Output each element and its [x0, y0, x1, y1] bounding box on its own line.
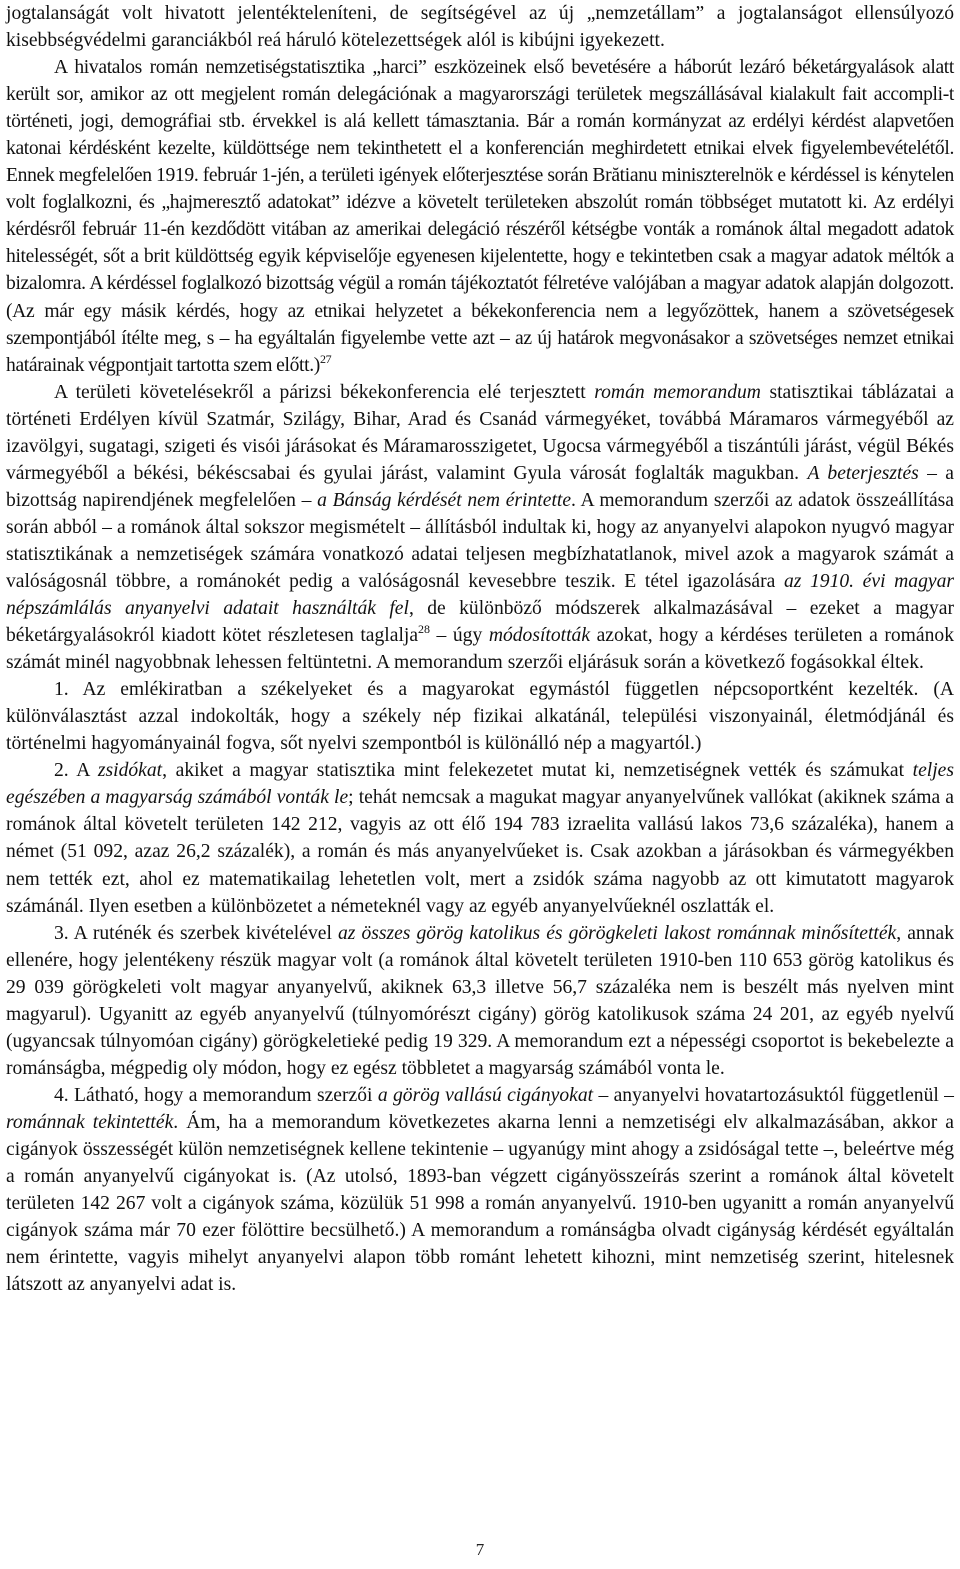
- italic-text: a görög vallású cigányokat: [377, 1084, 594, 1106]
- paragraph-text: , akiket a magyar statisztika mint felekezetet mutat ki, nemzetiségnek vették és számukat: [162, 760, 913, 782]
- italic-text: románnak tekintették: [6, 1111, 174, 1133]
- paragraph-text: – a bizottság napirendjének megfelelően –: [6, 462, 954, 511]
- paragraph-text: 3. A ruténék és szerbek kivételével: [54, 922, 338, 944]
- paragraph-text: A hivatalos román nemzetiségstatisztika „harci” eszközeinek első bevetésére a háborút lezáró béketárgyalások alatt került sor, amikor az ott megjelent román delegációnak a magyarországi területek megszállásával kialakult fait accompli-t történeti, jogi, demográfiai stb. érvekkel is alá kellett támasztania.: [6, 57, 954, 133]
- paragraph-text: ; tehát nemcsak a magukat magyar anyanyelvűnek vallókat (akiknek száma a románok által követelt területen 142 212, vagyis az ott élő 194 783 izraelita vallású lakos 73,6 százaléka), hanem a német (51 092, azaz 26,2 százalék), a román és más anyanyelvűeket is. Csak azokban a járásokban és vármegyékben nem tették ezt, ahol ez matematikailag lehetetlen volt, mert a zsidók száma nagyobb az ott kimutatott magyarok számánál. Ilyen esetben a különbözetet a németeknél vagy az egyéb anyanyelvűeknél oszlatták el.: [6, 787, 954, 917]
- paragraph: [6, 920, 954, 1082]
- italic-text: teljes egészében a magyarság számából vonták le: [6, 760, 955, 809]
- paragraph-text: – anyanyelvi hovatartozásuktól függetlenül –: [593, 1084, 954, 1106]
- italic-text: román memorandum: [594, 381, 761, 403]
- italic-text: A beterjesztés: [807, 462, 919, 484]
- page-number: 7: [475, 1540, 485, 1559]
- paragraph-text: 2. A: [54, 760, 98, 782]
- italic-text: a Bánság kérdését nem érintette: [317, 489, 572, 511]
- italic-text: az 1910. évi magyar népszámlálás anyanyelvi adatait használták fel: [6, 570, 954, 620]
- italic-text: módosították: [488, 625, 591, 647]
- paragraph-text: Bár a román kormányzat az erdélyi kérdést alapvetően katonai kérdésként kezelte, küldöttsége nem tekinthetett el a konferencián meghirdetett etnikai elvek figyelembevételétől. Ennek megfelelően 1919. február 1-jén, a területi igények előterjesztése során Brătianu miniszterelnök e kérdéssel is kénytelen volt foglalkozni, és „hajmeresztő adatokat” idézve a követelt területeken abszolút román többséget mutatott ki. Az erdélyi kérdésről február 11-én kezdődött vitában az amerikai delegáció részéről kétségbe vonták a románok által megadott adatok hitelességét, sőt a brit küldöttség egyik képviselője egyenesen kijelentette, hogy e tekintetben csak a magyar adatok méltók a bizalomra. A kérdéssel foglalkozó bizottság végül a román tájékoztatót félretéve valójában a magyar adatok alapján dolgozott. (Az már egy másik kérdés, hogy az etnikai helyzetet a békekonferencia nem a legyőzöttek, hanem a szövetségesek szempontjából ítélte meg, s – ha egyáltalán figyelembe vette azt – az új határok megvonásakor a szövetséges nemzet etnikai határainak végpontjait tartotta szem előtt.): [6, 111, 954, 376]
- paragraph: [6, 676, 954, 757]
- footnote-reference: 27: [319, 351, 332, 366]
- paragraph-text: . Ám, ha a memorandum következetes akarna lenni a nemzetiségi elv alkalmazásában, akkor a cigányok összességét külön nemzetiségnek kellene tekintenie – ugyanúgy mint ahogy a zsidóságal tette –, beleértve még a román anyanyelvű cigányokat is. (Az utolsó, 1893-ban végzett cigányösszeírás szerint a románok által követelt területen 142 267 volt a cigányok száma, közülük 51 998 a román anyanyelvű. 1910-ben ugyanitt a román anyanyelvű cigányok száma már 70 ezer fölöttire becsülhető.) A memorandum a románságba olvadt cigányság kérdését egyáltalán nem érintette, vagyis mihelyt anyanyelvi alapon több románt lehetett kihozni, mint nemzetiség szerint, hitelesnek látszott az anyanyelvi adat is.: [6, 1111, 954, 1296]
- paragraph-text: azokat, hogy a kérdéses területen a románok számát minél nagyobbnak lehessen feltüntetni. A memorandum szerzői eljárásuk során a következő fogásokkal éltek.: [6, 625, 954, 674]
- paragraph-text: , de különböző módszerek alkalmazásával – ezeket a magyar béketárgyalásokról kiadott kötet részletesen taglalja: [6, 598, 954, 647]
- paragraph-text: 1. Az emlékiratban a székelyeket és a magyarokat egymástól független népcsoportként kezelték. (A különválasztást azzal indokolták, hogy a székely nép fizikai alkatánál, települési viszonyainál, életmódjánál és történelmi hagyományainál fogva, sőt nyelvi szempontból is különálló nép a magyartól.): [6, 679, 954, 755]
- paragraph: [6, 1082, 954, 1298]
- italic-text: az összes görög katolikus és görögkeleti lakost románnak minősítették: [337, 922, 897, 944]
- paragraph-text: 4. Látható, hogy a memorandum szerzői: [54, 1084, 378, 1106]
- paragraph-text: – úgy: [430, 625, 489, 647]
- paragraph-text: statisztikai táblázatai a történeti Erdélyen kívül Szatmár, Szilágy, Bihar, Arad és Csanád vármegyéket, továbbá Máramaros vármegyéből az izavölgyi, sugatagi, szigeti és visói járásokat és Máramarosszigetet, Ugocsa vármegyéből a tiszántúli járást, végül Békés vármegyéből a békési, békéscsabai és gyulai járást, valamint Gyula városát foglalták magukban.: [6, 381, 955, 484]
- italic-text: zsidókat: [97, 760, 163, 782]
- paragraph: [6, 0, 954, 54]
- document-page: [6, 0, 954, 1298]
- footnote-reference: 28: [418, 622, 431, 637]
- paragraph-text: . A memorandum szerzői az adatok összeállítása során abból – a románok által sokszor megismételt – állításból indultak ki, hogy az anyanyelvi alapokon nyugvó magyar statisztikának a nemzetiségek számára vonatkozó adatai teljesen megbízhatatlanok, mivel azok a magyarok számát a valóságosnál többre, a románokét pedig a valóságosnál kevesebbre teszik. E tétel igazolására: [6, 489, 954, 592]
- paragraph-text: A területi követelésekről a párizsi békekonferencia elé terjesztett: [54, 381, 595, 403]
- paragraph: [6, 54, 954, 379]
- paragraph-text: jogtalanságát volt hivatott jelentékteleníteni, de segítségével az új „nemzetállam” a jogtalanságot ellensúlyozó kisebbségvédelmi garanciákból reá háruló kötelezettségek alól is kibújni igyekezett.: [6, 3, 954, 52]
- paragraph: [6, 757, 954, 919]
- paragraph-text: , annak ellenére, hogy jelentékeny részük magyar volt (a románok által követelt területen 1910-ben 110 653 görög katolikus és 29 039 görögkeleti volt magyar anyanyelvű, akiknek 63,3 illetve 56,7 százaléka nem is beszélt más nyelven mint magyarul). Ugyanitt az egyéb anyanyelvű (túlnyomórészt cigány) görög katolikusok száma 24 201, az egyéb nyelvű (ugyancsak túlnyomóan cigány) görögkeletieké pedig 19 329. A memorandum ezt a népességi csoportot is bekebelezte a románságba, mégpedig oly módon, hogy ez egész többletet a magyarság számából vonta le.: [6, 922, 954, 1079]
- paragraph: [6, 379, 954, 677]
